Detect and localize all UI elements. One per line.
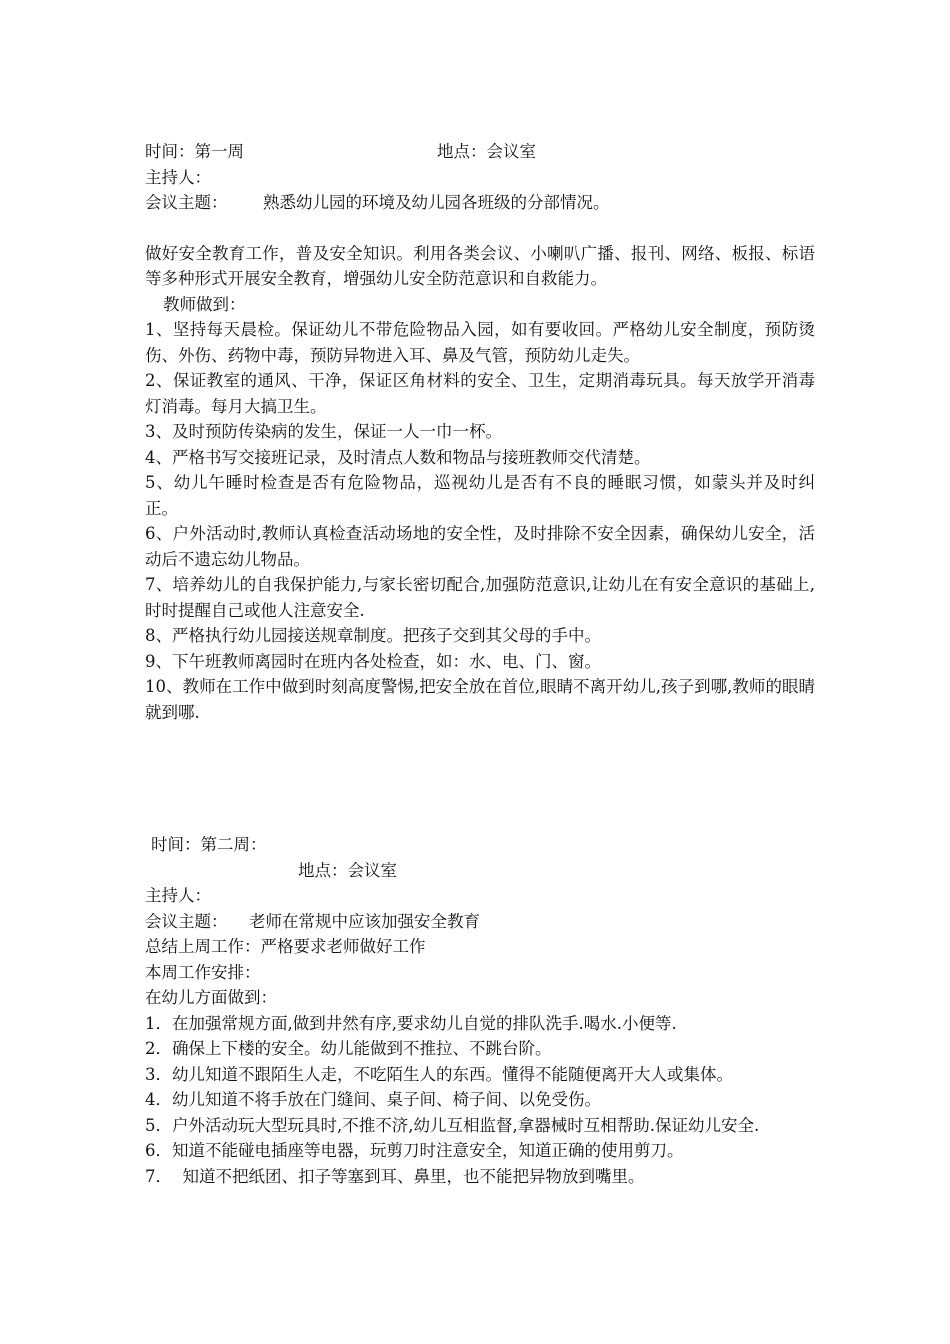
meeting-host: 主持人： <box>145 886 211 905</box>
meeting-time: 时间：第一周 <box>145 142 244 161</box>
list-item: 6、户外活动时,教师认真检查活动场地的安全性，及时排除不安全因素，确保幼儿安全，活动后不遗忘幼儿物品。 <box>145 524 815 569</box>
meeting-location: 地点：会议室 <box>298 860 397 880</box>
list-item: 4．幼儿知道不将手放在门缝间、桌子间、椅子间、以免受伤。 <box>145 1090 601 1109</box>
teacher-heading: 教师做到： <box>163 294 246 314</box>
children-heading: 在幼儿方面做到： <box>145 988 277 1007</box>
list-item: 2．确保上下楼的安全。幼儿能做到不推拉、不跳台阶。 <box>145 1039 552 1058</box>
topic-text: 老师在常规中应该加强安全教育 <box>249 911 480 931</box>
list-item: 5．户外活动玩大型玩具时,不推不济,幼儿互相监督,拿器械时互相帮助.保证幼儿安全. <box>145 1115 760 1135</box>
meeting-topic <box>145 909 815 935</box>
list-item: 1、坚持每天晨检。保证幼儿不带危险物品入园，如有要收回。严格幼儿安全制度，预防烫伤、外伤、药物中毒，预防异物进入耳、鼻及气管，预防幼儿走失。 <box>145 320 815 365</box>
arrangement-heading: 本周工作安排： <box>145 962 261 982</box>
topic-label: 会议主题： <box>145 911 228 931</box>
list-item: 7、培养幼儿的自我保护能力,与家长密切配合,加强防范意识,让幼儿在有安全意识的基础上,时时提醒自己或他人注意安全. <box>145 575 815 620</box>
meeting-week-2 <box>145 832 815 1189</box>
meeting-host: 主持人： <box>145 167 211 187</box>
list-item: 6．知道不能碰电插座等电器，玩剪刀时注意安全，知道正确的使用剪刀。 <box>145 1141 684 1160</box>
intro-paragraph: 做好安全教育工作，普及安全知识。利用各类会议、小喇叭广播、报刊、网络、板报、标语等多种形式开展安全教育，增强幼儿安全防范意识和自救能力。 <box>145 243 815 288</box>
summary-line: 总结上周工作：严格要求老师做好工作 <box>145 937 426 956</box>
meeting-location: 地点：会议室 <box>437 142 536 161</box>
list-item: 8、严格执行幼儿园接送规章制度。把孩子交到其父母的手中。 <box>145 626 601 645</box>
meeting-time: 时间：第二周： <box>151 835 267 854</box>
list-item: 3．幼儿知道不跟陌生人走，不吃陌生人的东西。懂得不能随便离开大人或集体。 <box>145 1064 733 1084</box>
list-item: 2、保证教室的通风、干净，保证区角材料的安全、卫生，定期消毒玩具。每天放学开消毒灯消毒。每月大搞卫生。 <box>145 371 815 416</box>
topic-label: 会议主题： <box>145 193 228 212</box>
meeting-header <box>145 139 815 165</box>
topic-text: 熟悉幼儿园的环境及幼儿园各班级的分部情况。 <box>263 193 610 212</box>
list-item: 3、及时预防传染病的发生，保证一人一巾一杯。 <box>145 422 502 441</box>
list-item: 9、下午班教师离园时在班内各处检查，如：水、电、门、窗。 <box>145 651 601 671</box>
meeting-topic <box>145 190 815 216</box>
list-item: 5、幼儿午睡时检查是否有危险物品，巡视幼儿是否有不良的睡眠习惯，如蒙头并及时纠正。 <box>145 473 815 518</box>
list-item: 1．在加强常规方面,做到井然有序,要求幼儿自觉的排队洗手.喝水.小便等. <box>145 1013 677 1033</box>
list-item: 10、教师在工作中做到时刻高度警惕,把安全放在首位,眼睛不离开幼儿,孩子到哪,教师的眼睛就到哪. <box>145 677 815 722</box>
blank-line <box>145 216 815 241</box>
meeting-week-1 <box>145 139 815 725</box>
list-item: 7． 知道不把纸团、扣子等塞到耳、鼻里，也不能把异物放到嘴里。 <box>145 1166 645 1186</box>
list-item: 4、严格书写交接班记录，及时清点人数和物品与接班教师交代清楚。 <box>145 447 651 467</box>
